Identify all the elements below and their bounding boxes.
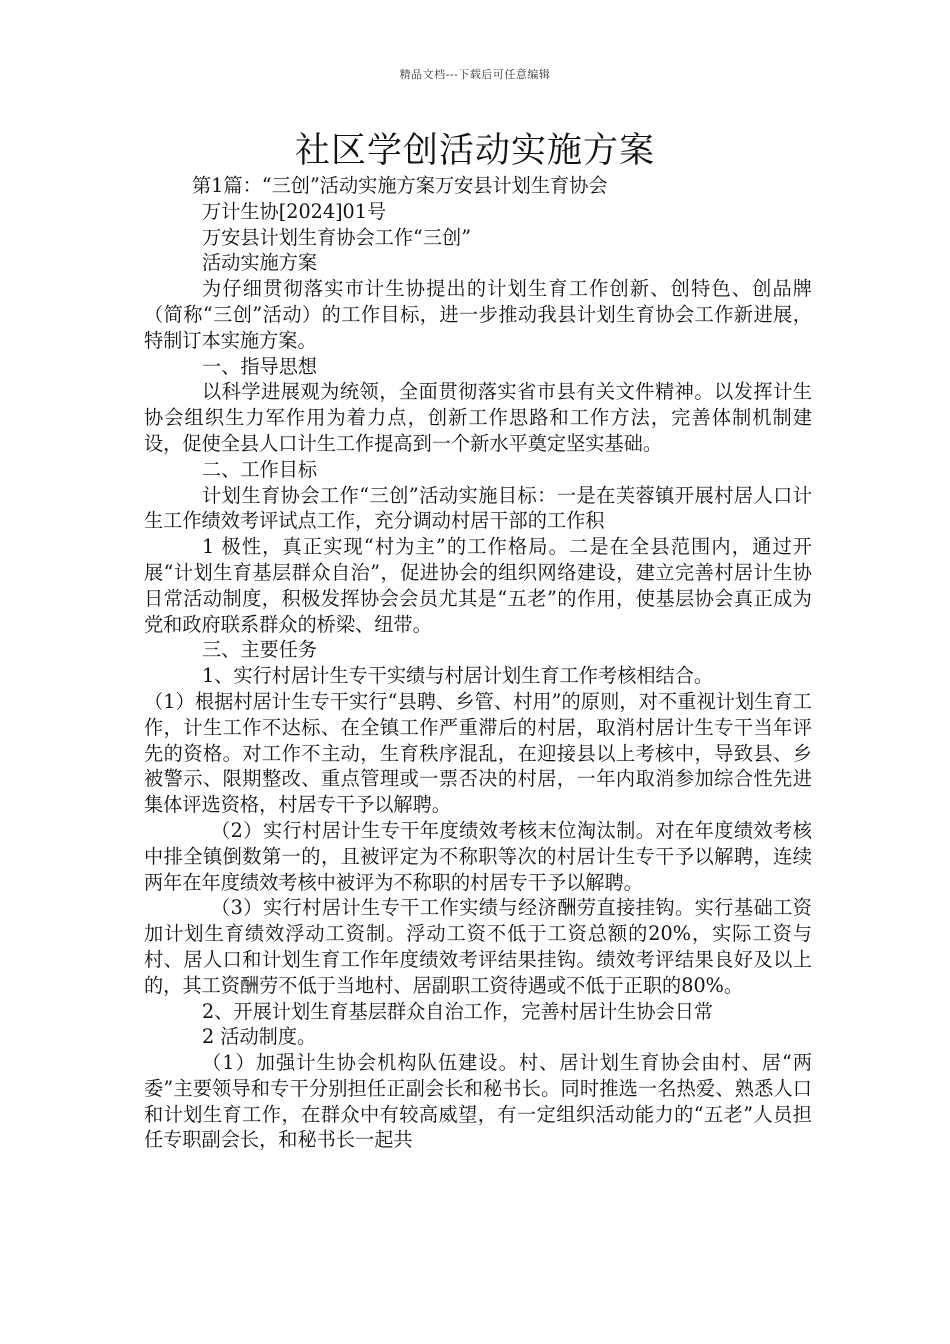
paragraph: 2 活动制度。 bbox=[202, 1025, 317, 1049]
paragraph: （1）加强计生协会机构队伍建设。村、居计划生育协会由村、居“两委”主要领导和专干分别担任正副会长和秘书长。同时推选一名热爱、熟悉人口和计划生育工作，在群众中有较高威望，有一定组织活动能力的“五老”人员担任专职副会长，和秘书长一起共 bbox=[144, 1051, 812, 1152]
document-body bbox=[144, 173, 812, 1153]
paragraph: 2、开展计划生育基层群众自治工作，完善村居计生协会日常 bbox=[202, 999, 714, 1023]
paragraph: 三、主要任务 bbox=[202, 638, 318, 662]
paragraph: 为仔细贯彻落实市计生协提出的计划生育工作创新、创特色、创品牌（简称“三创”活动）的工作目标，进一步推动我县计划生育协会工作新进展，特制订本实施方案。 bbox=[144, 277, 812, 352]
paragraph: （1）根据村居计生专干实行“县聘、乡管、村用”的原则，对不重视计划生育工作，计生工作不达标、在全镇工作严重滞后的村居，取消村居计生专干当年评先的资格。对工作不主动，生育秩序混乱，在迎接县以上考核中，导致县、乡被警示、限期整改、重点管理或一票否决的村居，一年内取消参加综合性先进集体评选资格，村居专干予以解聘。 bbox=[144, 689, 812, 817]
paragraph: 计划生育协会工作“三创”活动实施目标：一是在芙蓉镇开展村居人口计生工作绩效考评试点工作，充分调动村居干部的工作积 bbox=[144, 483, 812, 533]
paragraph: 第1篇：“三创”活动实施方案万安县计划生育协会 bbox=[192, 174, 608, 197]
paragraph: 活动实施方案 bbox=[202, 251, 318, 275]
document-title: 社区学创活动实施方案 bbox=[294, 131, 655, 171]
paragraph: 二、工作目标 bbox=[202, 457, 318, 481]
paragraph: 1 极性，真正实现“村为主”的工作格局。二是在全县范围内，通过开展“计划生育基层群众自治”，促进协会的组织网络建设，建立完善村居计生协日常活动制度，积极发挥协会会员尤其是“五老”的作用，使基层协会真正成为党和政府联系群众的桥梁、纽带。 bbox=[144, 535, 812, 636]
page-header: 精品文档---下载后可任意编辑 bbox=[399, 68, 551, 81]
paragraph: 以科学进展观为统领，全面贯彻落实省市县有关文件精神。以发挥计生协会组织生力军作用为着力点，创新工作思路和工作方法，完善体制机制建设，促使全县人口计生工作提高到一个新水平奠定坚实基础。 bbox=[144, 380, 812, 455]
paragraph: 1、实行村居计生专干实绩与村居计划生育工作考核相结合。 bbox=[202, 664, 714, 688]
paragraph: （2）实行村居计生专干年度绩效考核末位淘汰制。对在年度绩效考核中排全镇倒数第一的，且被评定为不称职等次的村居计生专干予以解聘，连续两年在年度绩效考核中被评为不称职的村居专干予以解聘。 bbox=[144, 818, 812, 894]
paragraph: 万安县计划生育协会工作“三创” bbox=[202, 225, 472, 249]
paragraph: 万计生协[2024]01号 bbox=[202, 199, 387, 223]
paragraph: 一、指导思想 bbox=[202, 354, 318, 378]
paragraph: （3）实行村居计生专干工作实绩与经济酬劳直接挂钩。实行基础工资加计划生育绩效浮动工资制。浮动工资不低于工资总额的20%，实际工资与村、居人口和计划生育工作年度绩效考评结果挂钩。绩效考评结果良好及以上的，其工资酬劳不低于当地村、居副职工资待遇或不低于正职的80%。 bbox=[144, 896, 812, 997]
